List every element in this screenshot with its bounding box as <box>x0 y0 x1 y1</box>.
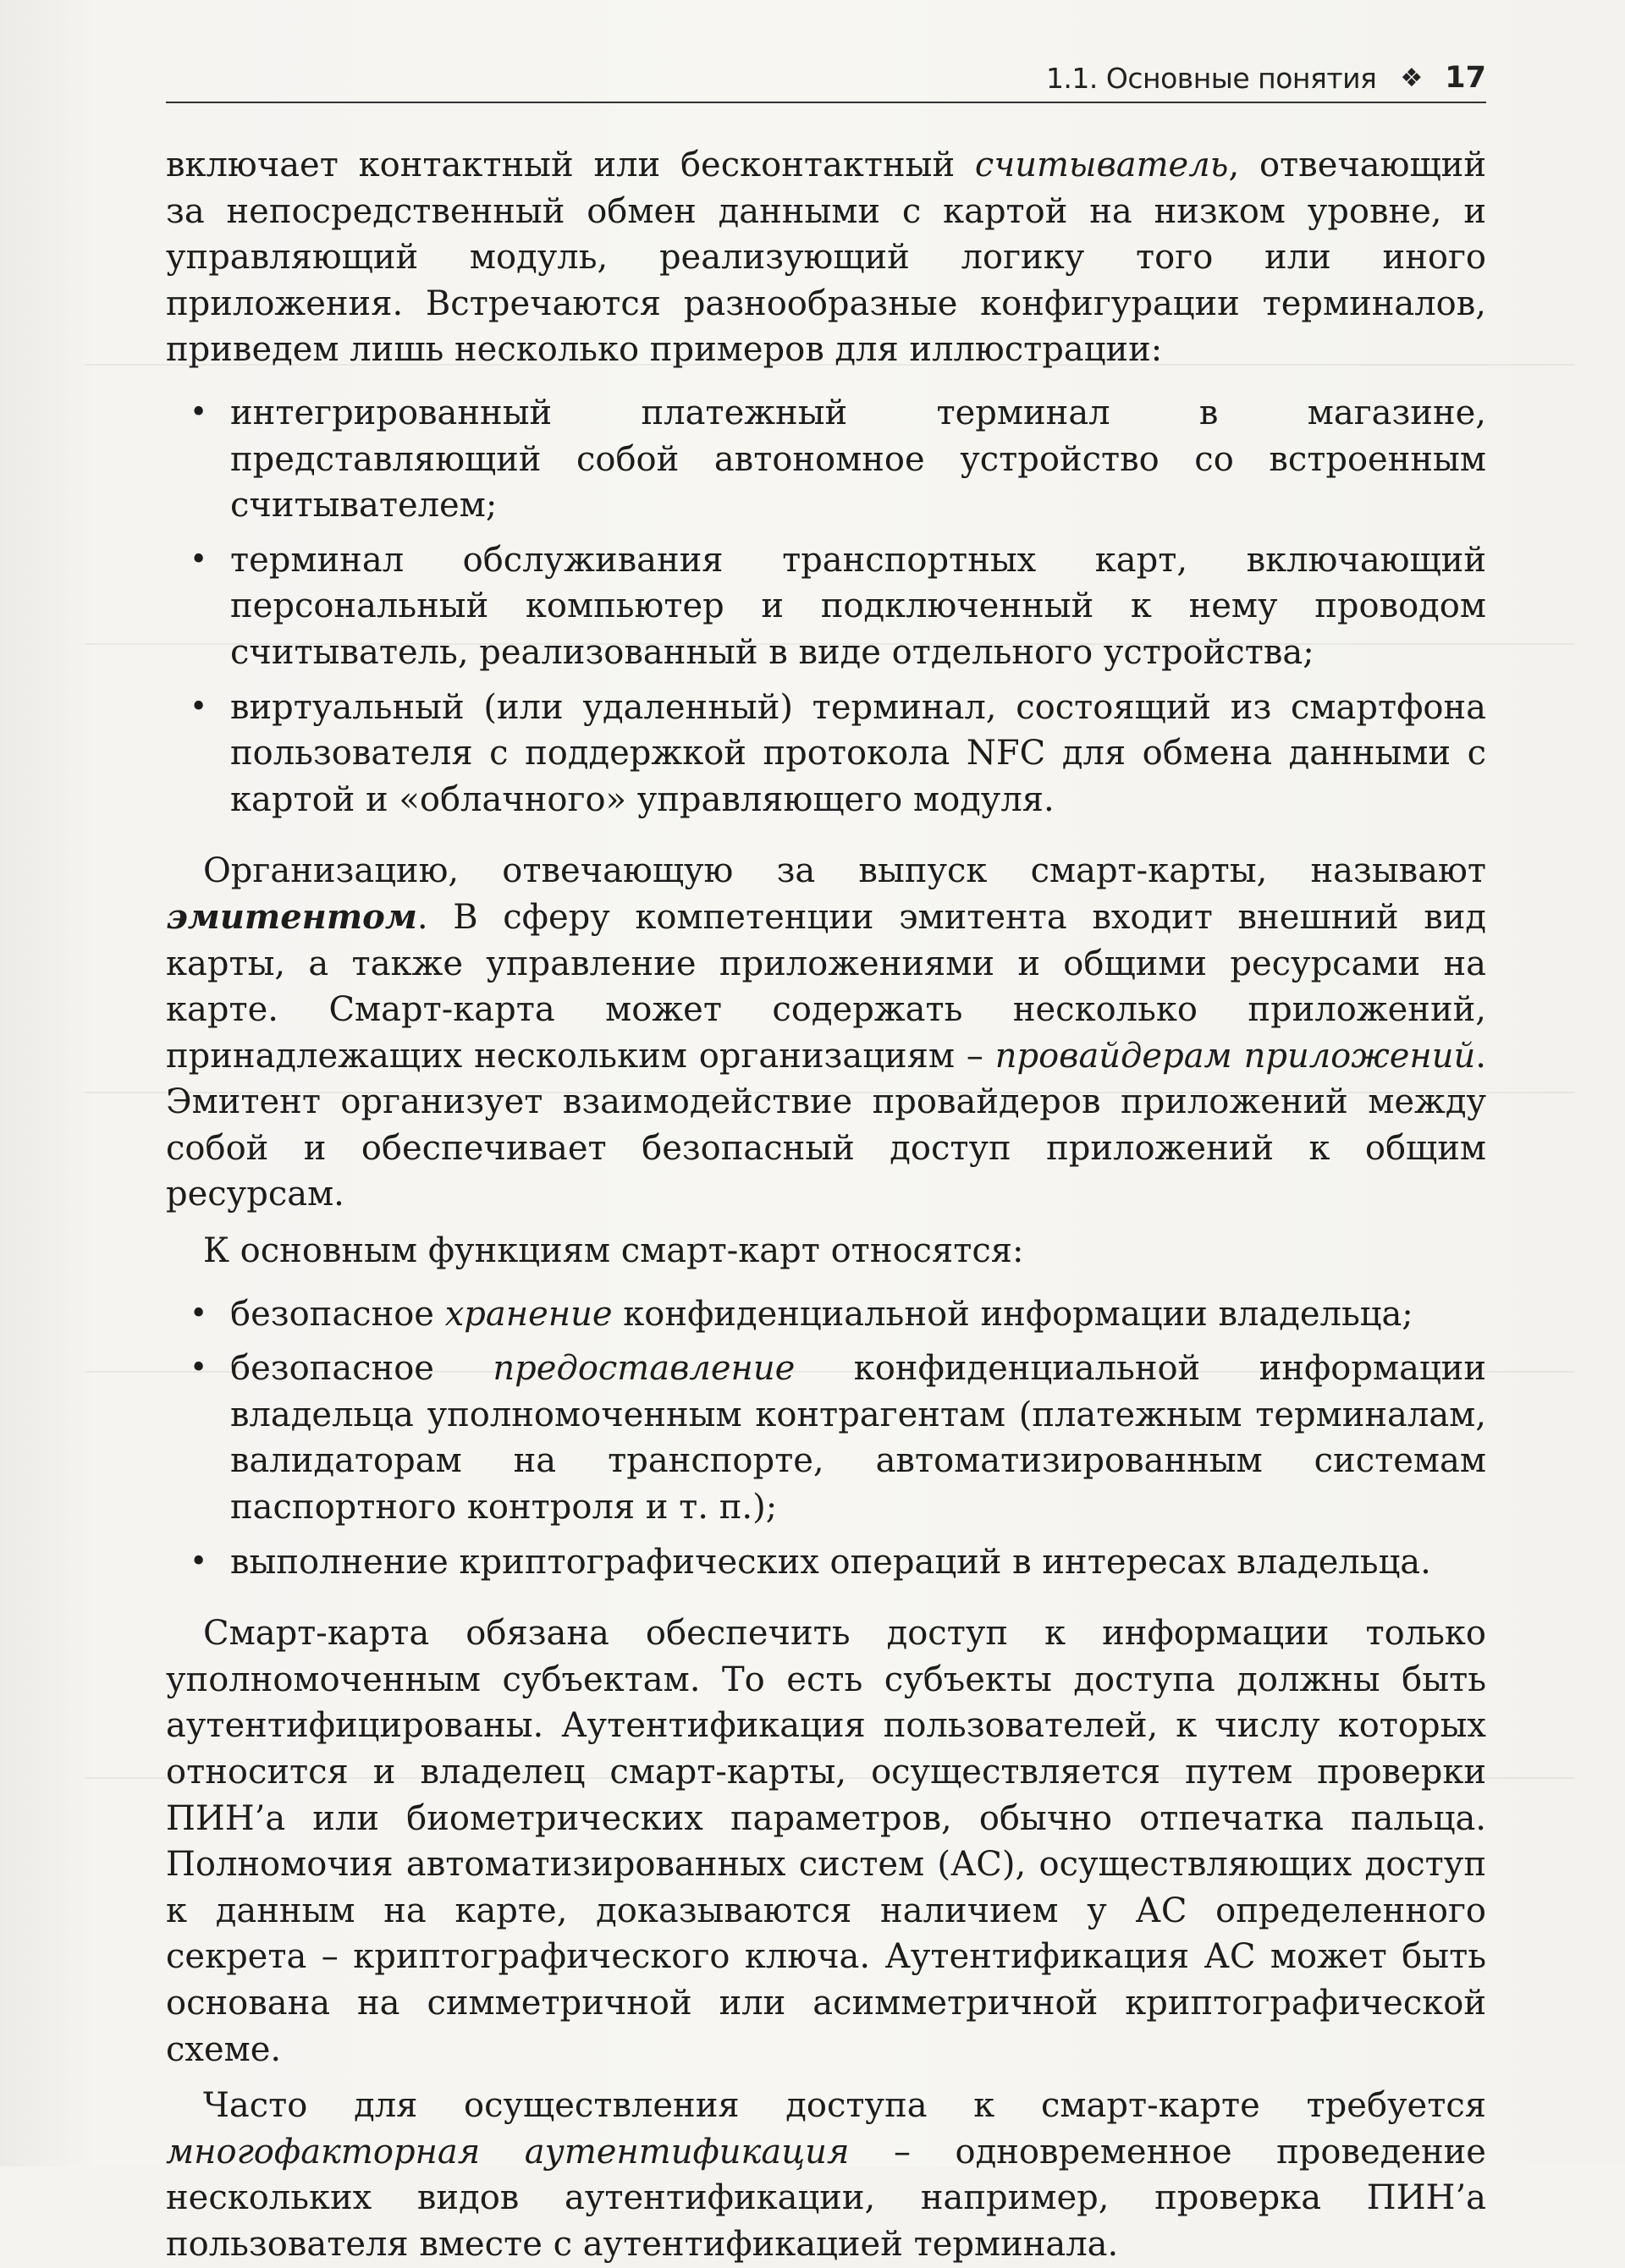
paragraph: К основным функциям смарт-карт относятся: <box>203 1231 1024 1271</box>
list-item: • виртуальный (или удаленный) терминал, состоящий из смартфона пользователя с поддержкой протокола NFC для обмена данными с картой и «облачного» управляющего модуля. <box>166 685 1486 823</box>
list-item: • безопасное хранение конфиденциальной информации владельца; <box>166 1291 1486 1338</box>
list-item: • выполнение криптографических операций в интересах владельца. <box>166 1539 1486 1586</box>
bullet-icon: • <box>190 542 208 577</box>
bullet-icon: • <box>190 1544 208 1579</box>
paragraph: включает контактный или бесконтактный считыватель, отвечающий за непосредственный обмен данными с картой на низком уровне, и управляющий модуль, реализующий логику того или иного приложения. Встречаются разнообразные конфигурации терминалов, приведем лишь несколько примеров для иллюстрации: <box>166 146 1486 370</box>
bullet-icon: • <box>190 689 208 724</box>
page-number: 17 <box>1445 61 1486 95</box>
paragraph: Организацию, отвечающую за выпуск смарт-карты, называют эмитентом. В сферу компетенции эмитента входит внешний вид карты, а также управление приложениями и общими ресурсами на карте. Смарт-карта может содержать несколько приложений, принадлежащих нескольким организациям – провайдерам приложений. Эмитент организует взаимодействие провайдеров приложений между собой и обеспечивает безопасный доступ приложений к общим ресурсам. <box>166 851 1486 1214</box>
ornament-icon: ❖ <box>1400 63 1424 93</box>
bullet-icon: • <box>190 394 208 430</box>
functions-list <box>166 1291 1486 1586</box>
running-header <box>166 52 1486 103</box>
paragraph: Часто для осуществления доступа к смарт-карте требуется многофакторная аутентификация – одновременное проведение нескольких видов аутентификации, например, проверка ПИН’а пользователя вместе с аутентификацией терминала. <box>166 2086 1486 2264</box>
bullet-icon: • <box>190 1296 208 1331</box>
list-item: • безопасное предоставление конфиденциальной информации владельца уполномоченным контрагентам (платежным терминалам, валидаторам на транспорте, автоматизированным системам паспортного контроля и т. п.); <box>166 1346 1486 1530</box>
list-item: • интегрированный платежный терминал в магазине, представляющий собой автономное устройство со встроенным считывателем; <box>166 390 1486 529</box>
terminal-examples-list <box>166 390 1486 823</box>
paragraph: Смарт-карта обязана обеспечить доступ к информации только уполномоченным субъектам. То есть субъекты доступа должны быть аутентифицированы. Аутентификация пользователей, к числу которых относится и владелец смарт-карты, осуществляется путем проверки ПИН’а или биометрических параметров, обычно отпечатка пальца. Полномочия автоматизированных систем (АС), осуществляющих доступ к данным на карте, доказываются наличием у АС определенного секрета – криптографического ключа. Аутентификация АС может быть основана на симметричной или асимметричной криптографической схеме. <box>166 1614 1486 2069</box>
header-rule <box>166 102 1486 103</box>
body-text <box>166 142 1486 2268</box>
bullet-icon: • <box>190 1351 208 1386</box>
list-item: • терминал обслуживания транспортных карт, включающий персональный компьютер и подключенный к нему проводом считыватель, реализованный в виде отдельного устройства; <box>166 537 1486 676</box>
section-title: 1.1. Основные понятия <box>1045 61 1377 95</box>
